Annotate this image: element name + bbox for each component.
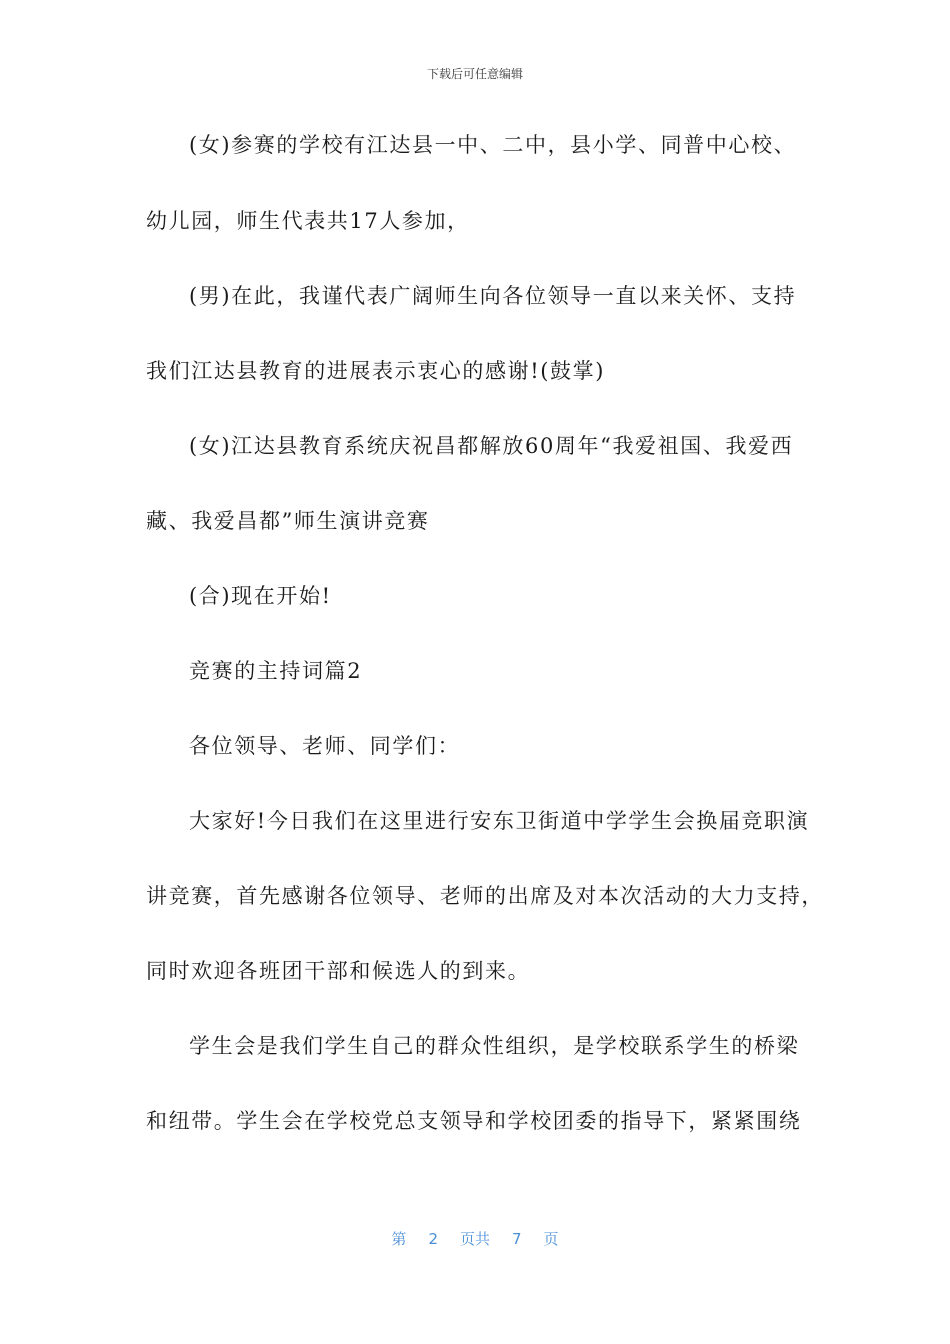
- paragraph-line: 各位领导、老师、同学们：: [189, 734, 461, 758]
- page-header-note: 下载后可任意编辑: [426, 67, 523, 81]
- paragraph-line: 幼儿园，师生代表共17人参加，: [146, 209, 470, 233]
- footer-total-word: 页共: [459, 1230, 490, 1248]
- footer-page-word: 第: [391, 1230, 407, 1248]
- paragraph-line: 讲竞赛，首先感谢各位领导、老师的出席及对本次活动的大力支持，: [146, 884, 824, 908]
- section-heading: 竞赛的主持词篇2: [189, 659, 363, 683]
- paragraph-line: (男)在此，我谨代表广阔师生向各位领导一直以来关怀、支持: [189, 284, 797, 308]
- paragraph-line: 大家好!今日我们在这里进行安东卫街道中学学生会换届竞职演: [189, 809, 810, 833]
- paragraph-line: 同时欢迎各班团干部和候选人的到来。: [146, 959, 531, 983]
- paragraph-line: (女)参赛的学校有江达县一中、二中，县小学、同普中心校、: [189, 133, 797, 157]
- page-number-footer: [0, 1229, 950, 1249]
- paragraph-line: 和纽带。学生会在学校党总支领导和学校团委的指导下，紧紧围绕: [146, 1109, 802, 1133]
- paragraph-line: 学生会是我们学生自己的群众性组织，是学校联系学生的桥梁: [189, 1034, 800, 1058]
- footer-current-page: 2: [428, 1230, 438, 1248]
- footer-page-suffix: 页: [543, 1230, 559, 1248]
- paragraph-line: 我们江达县教育的进展表示衷心的感谢!(鼓掌): [146, 359, 606, 383]
- footer-total-pages: 7: [512, 1230, 522, 1248]
- paragraph-line: (合)现在开始!: [189, 584, 332, 608]
- paragraph-line: (女)江达县教育系统庆祝昌都解放60周年“我爱祖国、我爱西: [189, 434, 794, 458]
- paragraph-line: 藏、我爱昌都”师生演讲竞赛: [146, 509, 430, 533]
